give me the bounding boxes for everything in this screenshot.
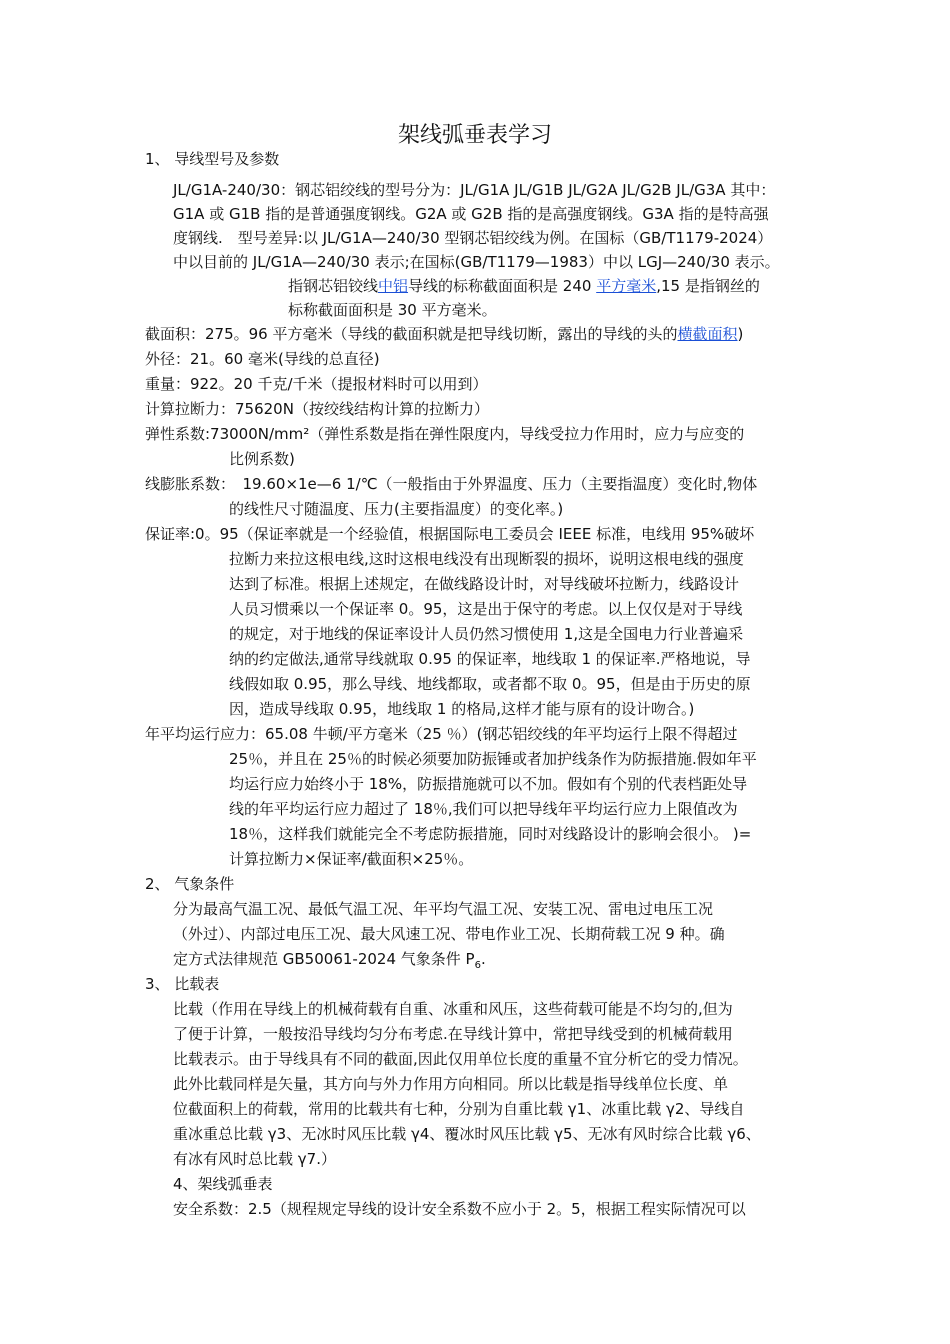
link-cross-section-area[interactable]: 横截面积 — [677, 325, 738, 343]
model-meaning-line — [288, 274, 760, 298]
weather-text: . — [480, 950, 486, 968]
stress-line: 25％，并且在 25％的时候必须要加防振锤或者加护线条作为防振措施.假如年平 — [229, 750, 757, 768]
section-4-heading: 4、架线弧垂表 — [173, 1175, 273, 1193]
model-paragraph-line: G1A 或 G1B 指的是普通强度钢线。G2A 或 G2B 指的是高强度钢线。G3A 指的是特高强 — [173, 205, 769, 223]
guarantee-line: 因，造成导线取 0.95，地线取 1 的格局,这样才能与原有的设计吻合。) — [229, 700, 695, 718]
area-line — [145, 322, 743, 346]
weather-line: （外过）、内部过电压工况、最大风速工况、带电作业工况、长期荷载工况 9 种。确 — [173, 925, 725, 943]
guarantee-line: 人员习惯乘以一个保证率 0。95，这是出于保守的考虑。以上仅仅是对于导线 — [229, 600, 743, 618]
load-line: 比载表示。由于导线具有不同的截面,因此仅用单位长度的重量不宜分析它的受力情况。 — [173, 1050, 748, 1068]
guarantee-line: 达到了标准。根据上述规定，在做线路设计时，对导线破坏拉断力，线路设计 — [229, 575, 740, 593]
model-meaning-text: 指钢芯铝铰线 — [288, 277, 379, 295]
stress-line: 年平均运行应力：65.08 牛顿/平方毫米（25 ％）(钢芯铝绞线的年平均运行上限不得超过 — [145, 725, 738, 743]
model-paragraph-line: 度钢线. 型号差异:以 JL/G1A—240/30 型钢芯铝绞线为例。在国标（GB/T1179-2024） — [173, 229, 773, 247]
document-title: 架线弧垂表学习 — [397, 123, 552, 148]
page-subscript: 6 — [474, 960, 481, 971]
weather-text: 定方式法律规范 GB50061-2024 气象条件 P — [173, 950, 475, 968]
section-2-heading: 2、 气象条件 — [145, 875, 235, 893]
stress-line: 线的年平均运行应力超过了 18％,我们可以把导线年平均运行应力上限值改为 — [229, 800, 738, 818]
elastic-line: 比例系数) — [229, 450, 295, 468]
area-text: ) — [737, 325, 744, 343]
expansion-line: 的线性尺寸随温度、压力(主要指温度）的变化率。) — [229, 500, 564, 518]
model-meaning-text: 导线的标称截面面积是 240 — [408, 277, 597, 295]
guarantee-line: 保证率:0。95（保证率就是一个经验值，根据国际电工委员会 IEEE 标准，电线用 95%破坏 — [145, 525, 755, 543]
stress-line: 计算拉断力×保证率/截面积×25％。 — [229, 850, 474, 868]
section-3-heading: 3、 比载表 — [145, 975, 220, 993]
expansion-line: 线膨胀系数： 19.60×1e—6 1/℃（一般指由于外界温度、压力（主要指温度）变化时,物体 — [145, 475, 758, 493]
weight-line: 重量：922。20 千克/千米（提报材料时可以用到） — [145, 375, 488, 393]
guarantee-line: 的规定，对于地线的保证率设计人员仍然习惯使用 1,这是全国电力行业普遍采 — [229, 625, 744, 643]
load-line: 重冰重总比载 γ3、无冰时风压比载 γ4、覆冰时风压比载 γ5、无冰有风时综合比载 γ6、 — [173, 1125, 761, 1143]
load-line: 此外比载同样是矢量，其方向与外力作用方向相同。所以比载是指导线单位长度、单 — [173, 1075, 729, 1093]
model-paragraph-line: 中以目前的 JL/G1A—240/30 表示;在国标(GB/T1179—1983）中以 LGJ—240/30 表示。 — [173, 253, 780, 271]
weather-line — [173, 947, 486, 978]
load-line: 有冰有风时总比载 γ7.） — [173, 1150, 336, 1168]
safety-line: 安全系数：2.5（规程规定导线的设计安全系数不应小于 2。5，根据工程实际情况可以 — [173, 1200, 746, 1218]
guarantee-line: 线假如取 0.95，那么导线、地线都取，或者都不取 0。95，但是由于历史的原 — [229, 675, 751, 693]
section-1-heading: 1、 导线型号及参数 — [145, 150, 280, 168]
guarantee-line: 纳的约定做法,通常导线就取 0.95 的保证率，地线取 1 的保证率.严格地说，导 — [229, 650, 751, 668]
area-text: 截面积：275。96 平方毫米（导线的截面积就是把导线切断，露出的导线的头的 — [145, 325, 678, 343]
tension-line: 计算拉断力：75620N（按绞线结构计算的拉断力） — [145, 400, 489, 418]
stress-line: 均运行应力始终小于 18%，防振措施就可以不加。假如有个别的代表档距处导 — [229, 775, 748, 793]
weather-line: 分为最高气温工况、最低气温工况、年平均气温工况、安装工况、雷电过电压工况 — [173, 900, 714, 918]
elastic-line: 弹性系数:73000N/mm²（弹性系数是指在弹性限度内，导线受拉力作用时，应力与应变的 — [145, 425, 745, 443]
load-line: 了便于计算，一般按沿导线均匀分布考虑.在导线计算中，常把导线受到的机械荷载用 — [173, 1025, 733, 1043]
load-line: 比载（作用在导线上的机械荷载有自重、冰重和风压，这些荷载可能是不均匀的,但为 — [173, 1000, 733, 1018]
model-meaning-text: ,15 是指钢丝的 — [656, 277, 760, 295]
link-aluminum[interactable]: 中铝 — [378, 277, 409, 295]
diameter-line: 外径：21。60 毫米(导线的总直径) — [145, 350, 380, 368]
load-line: 位截面积上的荷载，常用的比载共有七种，分别为自重比载 γ1、冰重比载 γ2、导线自 — [173, 1100, 745, 1118]
model-paragraph-line: JL/G1A-240/30：钢芯铝绞线的型号分为：JL/G1A JL/G1B JL/G2A JL/G2B JL/G3A 其中： — [173, 181, 776, 199]
model-meaning-line: 标称截面面积是 30 平方毫米。 — [288, 301, 497, 319]
stress-line: 18％，这样我们就能完全不考虑防振措施，同时对线路设计的影响会很小。 )= — [229, 825, 752, 843]
link-square-millimeter[interactable]: 平方毫米 — [596, 277, 657, 295]
guarantee-line: 拉断力来拉这根电线,这时这根电线没有出现断裂的损坏，说明这根电线的强度 — [229, 550, 744, 568]
